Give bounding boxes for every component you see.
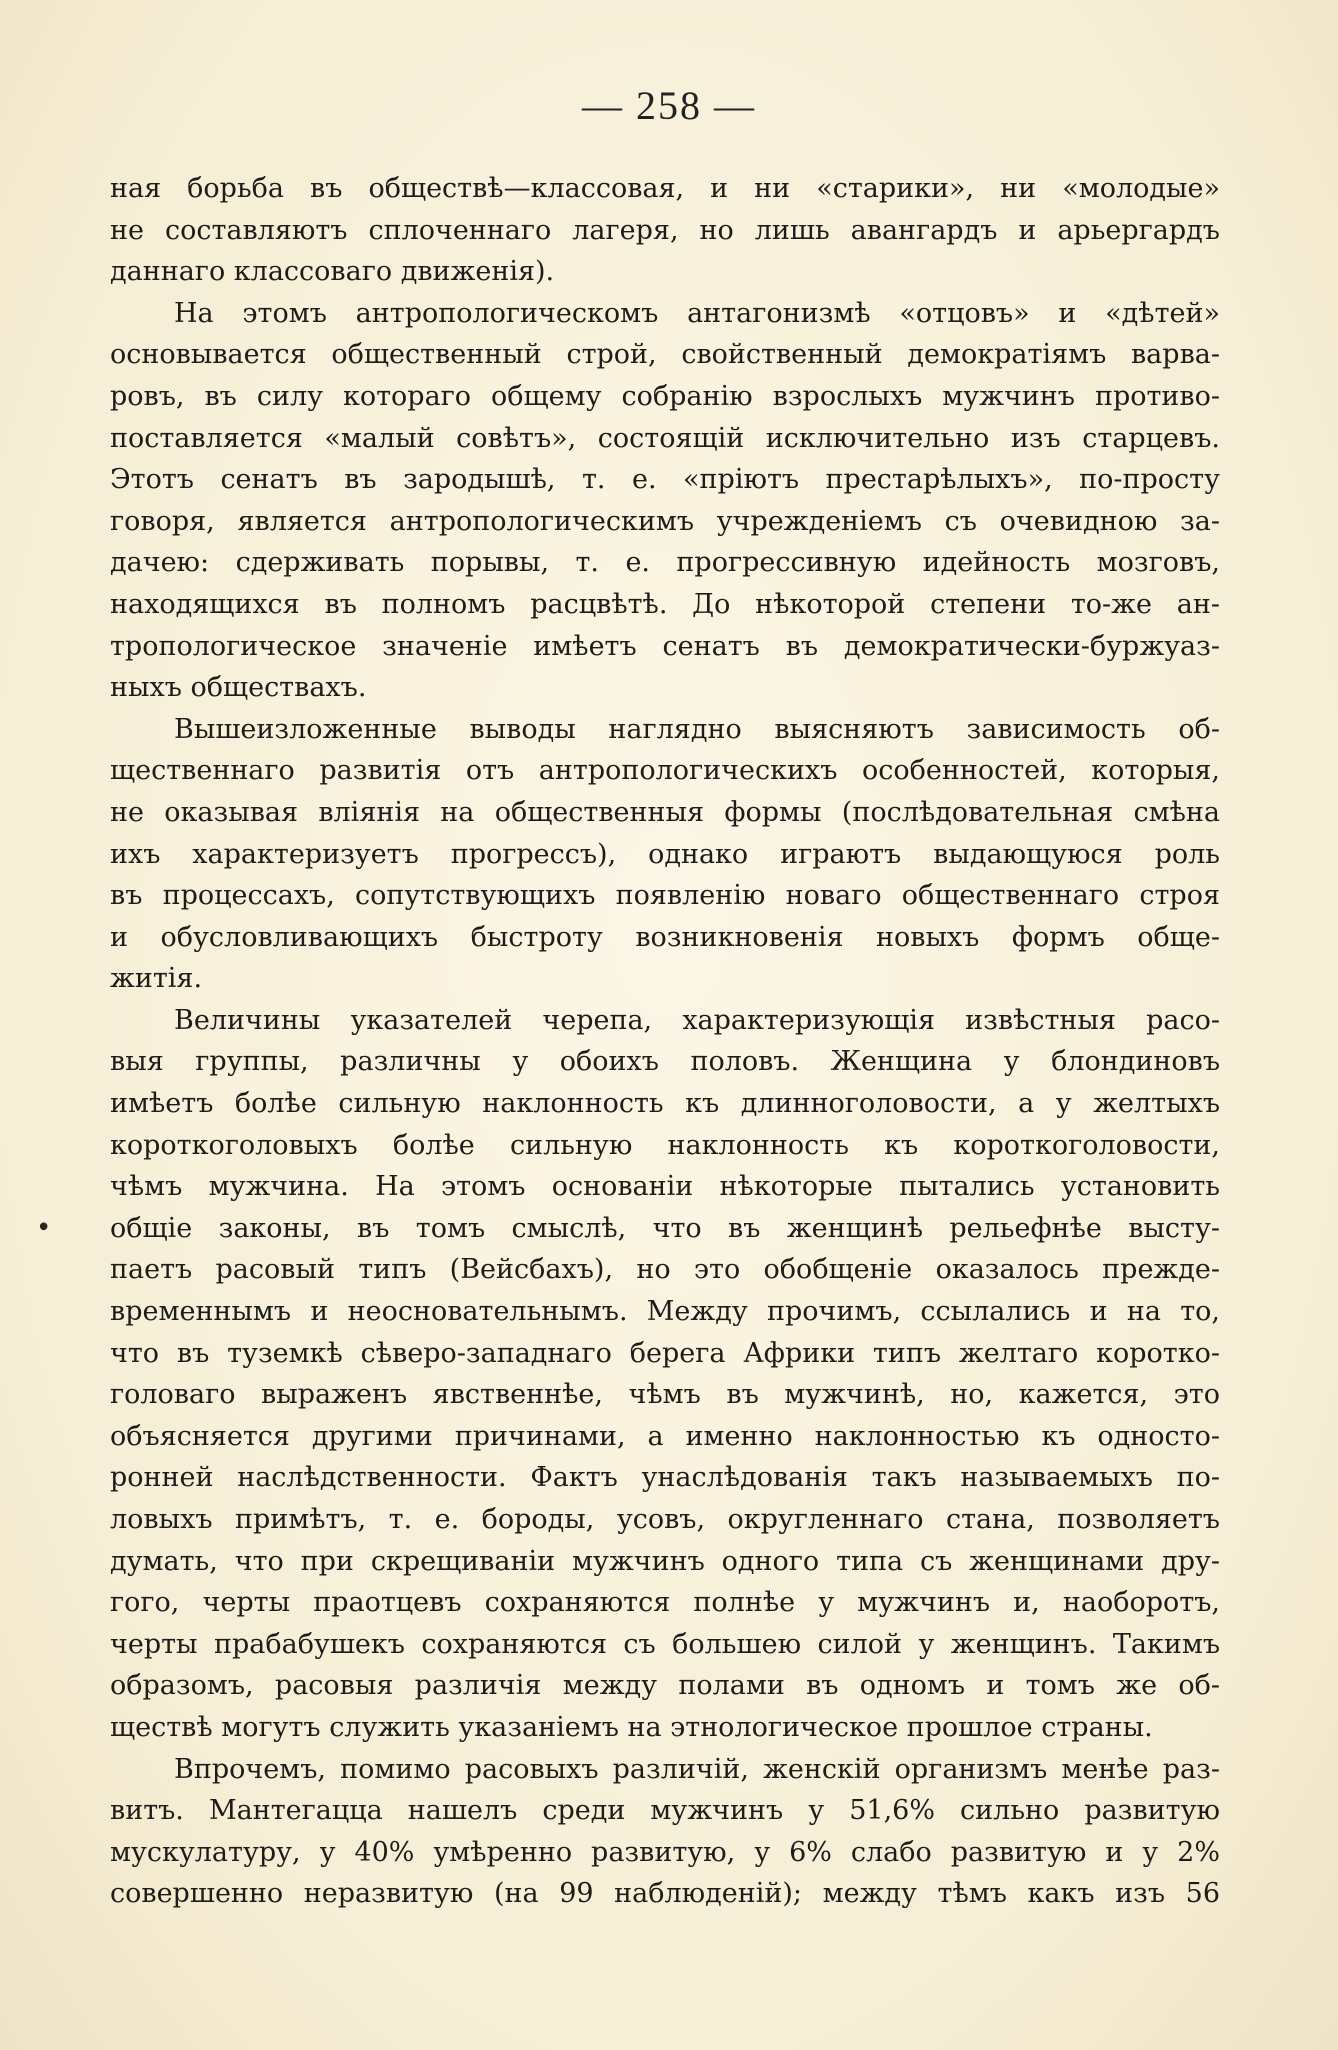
text-line: На этомъ антропологическомъ антагонизмѣ «отцовъ» и «дѣтей» xyxy=(174,297,1220,329)
text-line: совершенно неразвитую (на 99 наблюденій); между тѣмъ какъ изъ 56 xyxy=(110,1878,1220,1910)
text-line: дачею: сдерживать порывы, т. е. прогрессивную идейность мозговъ, xyxy=(110,547,1220,579)
text-line: витъ. Мантегацца нашелъ среди мужчинъ у 51,6% сильно развитую xyxy=(110,1795,1220,1827)
page-text-body xyxy=(110,168,1220,1915)
text-line: выя группы, различны у обоихъ половъ. Женщина у блондиновъ xyxy=(110,1046,1220,1078)
text-line: черты прабабушекъ сохраняются съ большею силой у женщинъ. Такимъ xyxy=(110,1628,1220,1660)
text-line: не оказывая вліянія на общественныя формы (послѣдовательная смѣна xyxy=(110,796,1220,828)
paragraph xyxy=(110,709,1220,1000)
text-line: житія. xyxy=(110,963,203,995)
text-line: щественнаго развитія отъ антропологическихъ особенностей, которыя, xyxy=(110,755,1220,787)
text-line: ронней наслѣдственности. Фактъ унаслѣдованія такъ называемыхъ по- xyxy=(110,1462,1220,1494)
text-line: короткоголовыхъ болѣе сильную наклонность къ короткоголовости, xyxy=(110,1129,1220,1161)
text-line: говоря, является антропологическимъ учрежденіемъ съ очевидною за- xyxy=(110,505,1220,537)
paragraph xyxy=(110,1000,1220,1749)
text-line: паетъ расовый типъ (Вейсбахъ), но это обобщеніе оказалось прежде- xyxy=(110,1254,1220,1286)
text-line: думать, что при скрещиваніи мужчинъ одного типа съ женщинами дру- xyxy=(110,1545,1220,1577)
text-line: ная борьба въ обществѣ—классовая, и ни «старики», ни «молодые» xyxy=(110,173,1220,204)
page-number: — 258 — xyxy=(582,83,756,128)
text-line: мускулатуру, у 40% умѣренно развитую, у 6% слабо развитую и у 2% xyxy=(110,1836,1220,1868)
text-line: основывается общественный строй, свойственный демократіямъ варва- xyxy=(110,339,1220,371)
text-line: временнымъ и неосновательнымъ. Между прочимъ, ссылались и на то, xyxy=(110,1296,1220,1328)
paragraph xyxy=(110,168,1220,293)
text-line: ровъ, въ силу котораго общему собранію взрослыхъ мужчинъ противо- xyxy=(110,380,1220,412)
text-line: общіе законы, въ томъ смыслѣ, что въ женщинѣ рельефнѣе высту- xyxy=(110,1212,1220,1244)
text-line: даннаго классоваго движенія). xyxy=(110,256,555,288)
text-line: ныхъ обществахъ. xyxy=(110,672,367,704)
text-line: находящихся въ полномъ расцвѣтѣ. До нѣкоторой степени то-же ан- xyxy=(110,588,1220,620)
text-line: Впрочемъ, помимо расовыхъ различій, женскій организмъ менѣе раз- xyxy=(174,1753,1220,1785)
text-line: ловыхъ примѣтъ, т. е. бороды, усовъ, округленнаго стана, позволяетъ xyxy=(110,1504,1220,1535)
text-line: и обусловливающихъ быстроту возникновенія новыхъ формъ обще- xyxy=(110,921,1220,953)
text-line: гого, черты праотцевъ сохраняются полнѣе у мужчинъ и, наоборотъ, xyxy=(110,1587,1220,1619)
paragraph xyxy=(110,1749,1220,1915)
text-line: не составляютъ сплоченнаго лагеря, но лишь авангардъ и арьергардъ xyxy=(110,214,1220,246)
text-line: Этотъ сенатъ въ зародышѣ, т. е. «пріютъ престарѣлыхъ», по-просту xyxy=(110,464,1220,496)
text-line: образомъ, расовыя различія между полами въ одномъ и томъ же об- xyxy=(110,1670,1220,1702)
text-line: головаго выраженъ явственнѣе, чѣмъ въ мужчинѣ, но, кажется, это xyxy=(110,1379,1220,1411)
text-line: имѣетъ болѣе сильную наклонность къ длинноголовости, а у желтыхъ xyxy=(110,1088,1220,1120)
text-line: Величины указателей черепа, характеризующія извѣстныя расо- xyxy=(174,1004,1220,1036)
text-line: объясняется другими причинами, а именно наклонностью къ односто- xyxy=(110,1420,1220,1452)
margin-mark: • xyxy=(36,1213,52,1243)
text-line: въ процессахъ, сопутствующихъ появленію новаго общественнаго строя xyxy=(110,880,1220,912)
paragraph xyxy=(110,293,1220,709)
text-line: тропологическое значеніе имѣетъ сенатъ въ демократически-буржуаз- xyxy=(110,630,1220,662)
text-line: ществѣ могутъ служить указаніемъ на этнологическое прошлое страны. xyxy=(110,1711,1153,1743)
text-line: Вышеизложенные выводы наглядно выясняютъ зависимость об- xyxy=(174,713,1220,745)
text-line: чѣмъ мужчина. На этомъ основаніи нѣкоторые пытались установить xyxy=(110,1171,1220,1203)
text-line: ихъ характеризуетъ прогрессъ), однако играютъ выдающуюся роль xyxy=(110,838,1220,870)
text-line: что въ туземкѣ сѣверо-западнаго берега Африки типъ желтаго коротко- xyxy=(110,1337,1220,1369)
text-line: поставляется «малый совѣтъ», состоящій исключительно изъ старцевъ. xyxy=(110,422,1220,454)
